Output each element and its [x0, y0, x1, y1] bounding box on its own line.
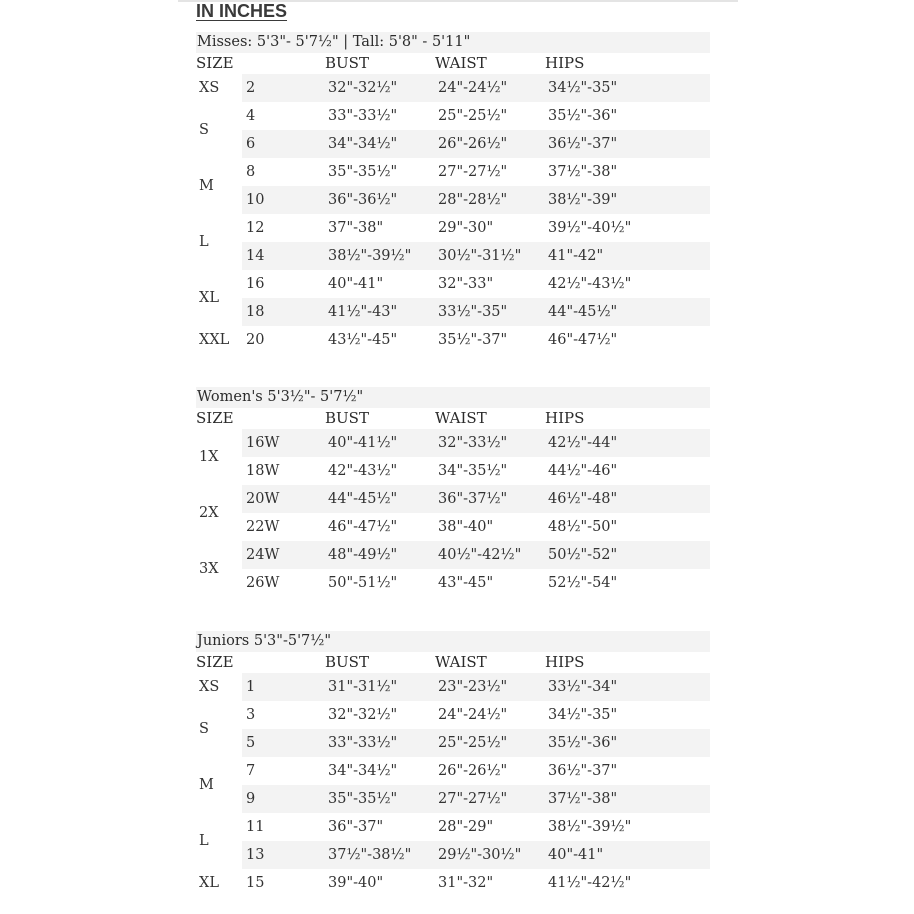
size-number: 15	[246, 875, 265, 891]
table-row	[196, 429, 710, 457]
size-number: 2	[246, 80, 256, 96]
table-row	[196, 298, 710, 326]
table-row	[196, 186, 710, 214]
bust-value: 31"-31½"	[328, 679, 398, 695]
waist-value: 24"-24½"	[438, 707, 508, 723]
hips-value: 35½"-36"	[548, 108, 618, 124]
hips-value: 34½"-35"	[548, 80, 618, 96]
bust-value: 50"-51½"	[328, 575, 398, 591]
hips-value: 48½"-50"	[548, 519, 618, 535]
waist-value: 26"-26½"	[438, 136, 508, 152]
juniors-section	[196, 631, 710, 897]
bust-value: 33"-33½"	[328, 108, 398, 124]
bust-column-header: BUST	[325, 653, 369, 671]
bust-value: 32"-32½"	[328, 707, 398, 723]
size-label: S	[199, 122, 209, 138]
waist-value: 40½"-42½"	[438, 547, 522, 563]
size-number: 10	[246, 192, 265, 208]
table-row	[196, 729, 710, 757]
bust-value: 46"-47½"	[328, 519, 398, 535]
table-row	[196, 242, 710, 270]
size-number: 18	[246, 304, 265, 320]
section-title: Women's 5'3½"- 5'7½"	[196, 387, 710, 408]
bust-column-header: BUST	[325, 409, 369, 427]
size-number: 26W	[246, 575, 280, 591]
size-number: 16W	[246, 435, 280, 451]
size-label: L	[199, 833, 209, 849]
hips-value: 38½"-39½"	[548, 819, 632, 835]
size-number: 12	[246, 220, 265, 236]
table-row	[196, 485, 710, 513]
waist-value: 25"-25½"	[438, 108, 508, 124]
hips-column-header: HIPS	[545, 54, 585, 72]
size-number: 13	[246, 847, 265, 863]
size-column-header: SIZE	[196, 653, 234, 671]
size-label: 3X	[199, 561, 219, 577]
table-row	[196, 841, 710, 869]
womens-section	[196, 387, 710, 597]
bust-value: 34"-34½"	[328, 763, 398, 779]
bust-value: 44"-45½"	[328, 491, 398, 507]
size-number: 24W	[246, 547, 280, 563]
bust-value: 36"-37"	[328, 819, 384, 835]
bust-value: 36"-36½"	[328, 192, 398, 208]
size-label: XS	[199, 80, 220, 96]
size-number: 20W	[246, 491, 280, 507]
table-row	[196, 457, 710, 485]
size-table	[196, 673, 710, 897]
table-row	[196, 785, 710, 813]
size-label: L	[199, 234, 209, 250]
hips-column-header: HIPS	[545, 409, 585, 427]
size-number: 22W	[246, 519, 280, 535]
waist-column-header: WAIST	[435, 653, 487, 671]
size-number: 16	[246, 276, 265, 292]
table-header-row	[196, 652, 710, 673]
hips-value: 52½"-54"	[548, 575, 618, 591]
section-title: Juniors 5'3"-5'7½"	[196, 631, 710, 652]
waist-value: 35½"-37"	[438, 332, 508, 348]
bust-value: 43½"-45"	[328, 332, 398, 348]
table-row	[196, 757, 710, 785]
bust-value: 37½"-38½"	[328, 847, 412, 863]
bust-value: 41½"-43"	[328, 304, 398, 320]
size-number: 3	[246, 707, 256, 723]
waist-value: 29"-30"	[438, 220, 494, 236]
size-column-header: SIZE	[196, 409, 234, 427]
bust-value: 42"-43½"	[328, 463, 398, 479]
bust-value: 37"-38"	[328, 220, 384, 236]
size-label: M	[199, 777, 214, 793]
page-heading: IN INCHES	[196, 1, 288, 21]
misses-section	[196, 32, 710, 354]
section-title: Misses: 5'3"- 5'7½" | Tall: 5'8" - 5'11"	[196, 32, 710, 53]
waist-value: 36"-37½"	[438, 491, 508, 507]
size-number: 4	[246, 108, 256, 124]
bust-value: 35"-35½"	[328, 791, 398, 807]
size-label: 1X	[199, 449, 219, 465]
waist-value: 30½"-31½"	[438, 248, 522, 264]
size-number: 18W	[246, 463, 280, 479]
size-number: 5	[246, 735, 256, 751]
table-header-row	[196, 408, 710, 429]
hips-value: 44½"-46"	[548, 463, 618, 479]
table-row	[196, 569, 710, 597]
size-label-column	[196, 429, 242, 597]
hips-value: 35½"-36"	[548, 735, 618, 751]
table-header-row	[196, 53, 710, 74]
size-label-column	[196, 673, 242, 897]
waist-value: 32"-33"	[438, 276, 494, 292]
waist-column-header: WAIST	[435, 409, 487, 427]
hips-value: 41½"-42½"	[548, 875, 632, 891]
waist-value: 31"-32"	[438, 875, 494, 891]
waist-value: 28"-29"	[438, 819, 494, 835]
bust-value: 48"-49½"	[328, 547, 398, 563]
size-table	[196, 429, 710, 597]
waist-value: 25"-25½"	[438, 735, 508, 751]
hips-value: 50½"-52"	[548, 547, 618, 563]
waist-value: 32"-33½"	[438, 435, 508, 451]
table-row	[196, 214, 710, 242]
size-label: XL	[199, 875, 219, 891]
hips-value: 36½"-37"	[548, 763, 618, 779]
table-row	[196, 74, 710, 102]
table-row	[196, 326, 710, 354]
size-number: 1	[246, 679, 256, 695]
size-label: 2X	[199, 505, 219, 521]
hips-value: 42½"-43½"	[548, 276, 632, 292]
size-number: 6	[246, 136, 256, 152]
hips-value: 37½"-38"	[548, 164, 618, 180]
bust-value: 39"-40"	[328, 875, 384, 891]
table-row	[196, 270, 710, 298]
waist-value: 23"-23½"	[438, 679, 508, 695]
bust-value: 33"-33½"	[328, 735, 398, 751]
size-number: 9	[246, 791, 256, 807]
waist-value: 24"-24½"	[438, 80, 508, 96]
waist-value: 26"-26½"	[438, 763, 508, 779]
bust-value: 35"-35½"	[328, 164, 398, 180]
table-row	[196, 813, 710, 841]
hips-value: 42½"-44"	[548, 435, 618, 451]
table-row	[196, 513, 710, 541]
size-label: M	[199, 178, 214, 194]
waist-value: 27"-27½"	[438, 791, 508, 807]
size-table	[196, 74, 710, 354]
bust-value: 40"-41"	[328, 276, 384, 292]
hips-value: 44"-45½"	[548, 304, 618, 320]
waist-column-header: WAIST	[435, 54, 487, 72]
table-row	[196, 158, 710, 186]
hips-value: 36½"-37"	[548, 136, 618, 152]
hips-value: 40"-41"	[548, 847, 604, 863]
hips-value: 39½"-40½"	[548, 220, 632, 236]
table-row	[196, 130, 710, 158]
waist-value: 27"-27½"	[438, 164, 508, 180]
waist-value: 29½"-30½"	[438, 847, 522, 863]
hips-value: 33½"-34"	[548, 679, 618, 695]
hips-value: 46"-47½"	[548, 332, 618, 348]
size-number: 11	[246, 819, 265, 835]
waist-value: 43"-45"	[438, 575, 494, 591]
size-number: 8	[246, 164, 256, 180]
size-label-column	[196, 74, 242, 354]
size-number: 14	[246, 248, 265, 264]
bust-value: 38½"-39½"	[328, 248, 412, 264]
bust-column-header: BUST	[325, 54, 369, 72]
size-number: 20	[246, 332, 265, 348]
table-row	[196, 869, 710, 897]
table-row	[196, 102, 710, 130]
size-label: S	[199, 721, 209, 737]
hips-value: 38½"-39"	[548, 192, 618, 208]
waist-value: 33½"-35"	[438, 304, 508, 320]
waist-value: 38"-40"	[438, 519, 494, 535]
hips-value: 46½"-48"	[548, 491, 618, 507]
hips-column-header: HIPS	[545, 653, 585, 671]
table-row	[196, 701, 710, 729]
hips-value: 37½"-38"	[548, 791, 618, 807]
size-label: XXL	[199, 332, 230, 348]
waist-value: 28"-28½"	[438, 192, 508, 208]
bust-value: 32"-32½"	[328, 80, 398, 96]
size-label: XL	[199, 290, 219, 306]
bust-value: 40"-41½"	[328, 435, 398, 451]
waist-value: 34"-35½"	[438, 463, 508, 479]
size-number: 7	[246, 763, 256, 779]
size-column-header: SIZE	[196, 54, 234, 72]
size-label: XS	[199, 679, 220, 695]
table-row	[196, 541, 710, 569]
table-row	[196, 673, 710, 701]
hips-value: 41"-42"	[548, 248, 604, 264]
hips-value: 34½"-35"	[548, 707, 618, 723]
bust-value: 34"-34½"	[328, 136, 398, 152]
